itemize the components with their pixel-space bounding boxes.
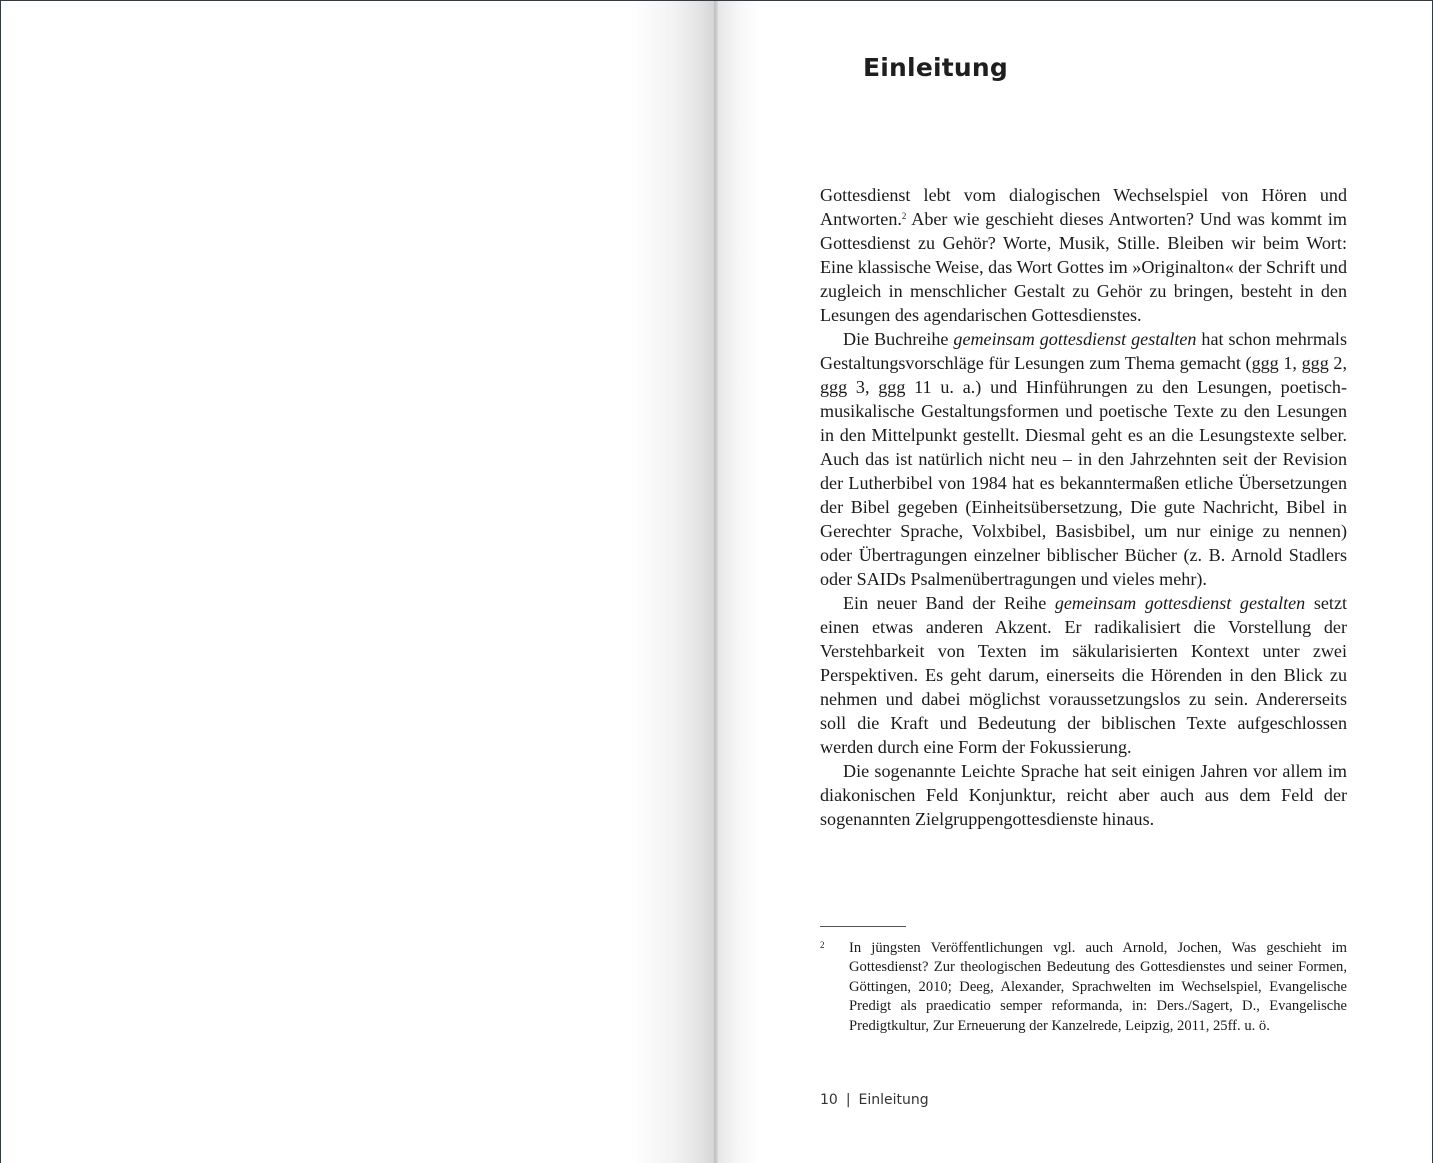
running-head: Einleitung [858, 1092, 929, 1108]
series-title-italic: gemeinsam gottesdienst gestalten [953, 329, 1197, 349]
footnote-reference: 2 [901, 211, 907, 221]
footnote-text: In jüngsten Veröffentlichungen vgl. auch Arnold, Jochen, Was geschieht im Gottesdienst? Zur theologischen Bedeutung des Gottesdienstes und seiner Formen, Göttingen, 2010; Deeg, Alexander, Sprachwelten im Wechselspiel, Evangelische Predigt als praedicatio semper reformanda, in: Ders./Sagert, D., Evangelische Predigtkultur, Zur Erneuerung der Kanzelrede, Leipzig, 2011, 25ff. u. ö. [849, 940, 1347, 1034]
left-page-blank [1, 1, 716, 1163]
footnote-number: 2 [820, 940, 825, 950]
paragraph-3-text-b: setzt einen etwas anderen Akzent. Er radikalisiert die Vorstellung der Verstehbarkeit von Texten im säkularisierten Kontext unter zwei Perspektiven. Es geht darum, einerseits die Hörenden in den Blick zu nehmen und dabei möglichst voraussetzungslos zu sein. Andererseits soll die Kraft und Bedeutung der biblischen Texte aufgeschlossen werden durch eine Form der Fokussierung. [820, 593, 1347, 757]
book-spread [1, 1, 1432, 1163]
right-page [718, 1, 1432, 1163]
paragraph-3 [820, 591, 1347, 759]
paragraph-2 [820, 327, 1347, 591]
page-number: 10 [820, 1092, 838, 1108]
body-text [820, 183, 1347, 831]
paragraph-4: Die sogenannte Leichte Sprache hat seit einigen Jahren vor allem im diakonischen Feld Konjunktur, reicht aber auch aus dem Feld der sogenannten Zielgruppengottesdienste hinaus. [820, 761, 1347, 829]
footer-separator: | [845, 1092, 851, 1108]
series-title-italic: gemeinsam gottesdienst gestalten [1054, 593, 1306, 613]
paragraph-2-text-b: hat schon mehrmals Gestaltungsvorschläge für Lesungen zum Thema gemacht (ggg 1, ggg 2, ggg 3, ggg 11 u. a.) und Hinführungen zu den Lesungen, poetisch-musikalische Gestaltungsformen und poetische Texte zu den Lesungen in den Mittelpunkt gestellt. Diesmal geht es an die Lesungstexte selber. Auch das ist natürlich nicht neu – in den Jahrzehnten seit der Revision der Lutherbibel von 1984 hat es bekanntermaßen etliche Übersetzungen der Bibel gegeben (Einheitsübersetzung, Die gute Nachricht, Bibel in Gerechter Sprache, Volxbibel, Basisbibel, um nur einige zu nennen) oder Übertragungen einzelner biblischer Bücher (z. B. Arnold Stadlers oder SAIDs Psalmenübertragungen und vieles mehr). [820, 329, 1347, 589]
paragraph-1-text-b: Aber wie geschieht dieses Antworten? Und was kommt im Gottesdienst zu Gehör? Worte, Musik, Stille. Bleiben wir beim Wort: Eine klassische Weise, das Wort Gottes im »Originalton« der Schrift und zugleich in menschlicher Gestalt zu Gehör zu bringen, besteht in den Lesungen des agendarischen Gottesdienstes. [820, 209, 1347, 325]
paragraph-1-text-a: Gottesdienst lebt vom dialogischen Wechselspiel von Hören und Antworten. [820, 185, 1347, 229]
footnote-divider [820, 926, 906, 927]
chapter-title: Einleitung [863, 53, 1008, 82]
page-footer [820, 1092, 929, 1108]
paragraph-2-text-a: Die Buchreihe [843, 329, 954, 349]
footnote [820, 939, 1347, 1036]
paragraph-1 [820, 183, 1347, 327]
paragraph-3-text-a: Ein neuer Band der Reihe [843, 593, 1055, 613]
